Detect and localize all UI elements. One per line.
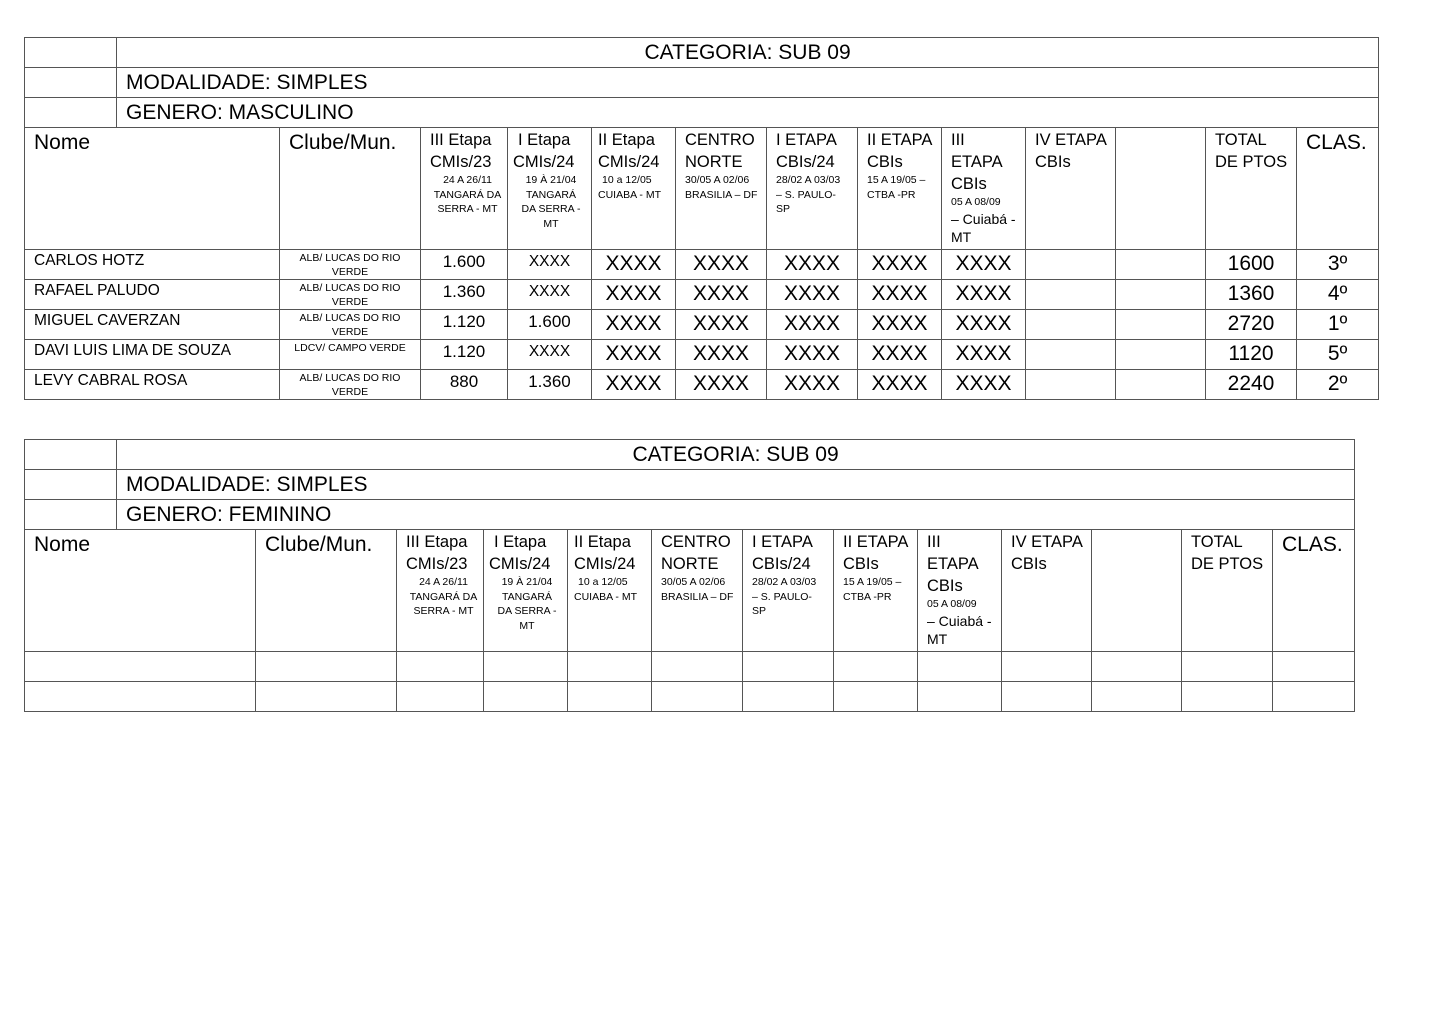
col-clas: CLAS. [1297, 128, 1379, 250]
pts-iv-cbis [1026, 310, 1116, 340]
pts-total [1182, 652, 1273, 682]
modalidade-label: MODALIDADE: SIMPLES [117, 68, 1379, 98]
pts-iv-cbis [1002, 652, 1092, 682]
pts-ii-cbis: XXXX [858, 310, 942, 340]
athlete-name [25, 682, 256, 712]
pts-ii-cbis: XXXX [858, 370, 942, 400]
categoria-title: CATEGORIA: SUB 09 [117, 38, 1379, 68]
col-i-etapa-cmis: I Etapa CMIs/24 19 À 21/04 TANGARÁ DA SERRA - MT [508, 128, 592, 250]
pts-ii-cmis: XXXX [592, 370, 676, 400]
pts-ii-cmis: XXXX [592, 250, 676, 280]
genero-label: GENERO: FEMININO [117, 500, 1355, 530]
col-centro-norte: CENTRO NORTE 30/05 A 02/06 BRASILIA – DF [652, 530, 743, 652]
pts-iii-cmis: 1.120 [421, 310, 508, 340]
classificacao: 2º [1297, 370, 1379, 400]
pts-centro-norte: XXXX [676, 250, 767, 280]
pts-i-cmis [484, 682, 568, 712]
pts-i-cbis: XXXX [767, 280, 858, 310]
col-nome: Nome [25, 128, 280, 250]
pts-iii-cmis [397, 682, 484, 712]
athlete-name: MIGUEL CAVERZAN [25, 310, 280, 340]
pts-ii-cbis: XXXX [858, 340, 942, 370]
col-i-etapa-cmis: I Etapa CMIs/24 19 À 21/04 TANGARÁ DA SERRA - MT [484, 530, 568, 652]
pts-ii-cbis [834, 652, 918, 682]
pts-total: 1600 [1206, 250, 1297, 280]
pts-total: 2720 [1206, 310, 1297, 340]
blank-corner [25, 68, 117, 98]
col-iv-etapa-cbis: IV ETAPA CBIs [1026, 128, 1116, 250]
classificacao: 3º [1297, 250, 1379, 280]
pts-iii-cbis: XXXX [942, 310, 1026, 340]
pts-ii-cbis: XXXX [858, 250, 942, 280]
blank-corner [25, 98, 117, 128]
pts-i-cmis: 1.360 [508, 370, 592, 400]
col-iii-etapa-cmis: III Etapa CMIs/23 24 A 26/11 TANGARÁ DA SERRA - MT [397, 530, 484, 652]
col-clube: Clube/Mun. [256, 530, 397, 652]
blank-corner [25, 500, 117, 530]
pts-iii-cbis [918, 652, 1002, 682]
pts-total [1182, 682, 1273, 712]
col-centro-norte: CENTRO NORTE 30/05 A 02/06 BRASILIA – DF [676, 128, 767, 250]
col-nome: Nome [25, 530, 256, 652]
pts-centro-norte: XXXX [676, 370, 767, 400]
pts-centro-norte [652, 682, 743, 712]
pts-total: 1360 [1206, 280, 1297, 310]
classificacao [1273, 652, 1355, 682]
pts-ii-cmis: XXXX [592, 280, 676, 310]
column-header-row [25, 530, 1355, 652]
pts-i-cmis: XXXX [508, 280, 592, 310]
pts-iii-cbis: XXXX [942, 250, 1026, 280]
pts-i-cmis: 1.600 [508, 310, 592, 340]
pts-extra [1116, 310, 1206, 340]
athlete-club [256, 652, 397, 682]
pts-i-cbis: XXXX [767, 250, 858, 280]
pts-iii-cbis: XXXX [942, 280, 1026, 310]
pts-ii-cmis: XXXX [592, 340, 676, 370]
blank-corner [25, 470, 117, 500]
pts-i-cbis: XXXX [767, 340, 858, 370]
table-row [25, 250, 1379, 280]
pts-i-cbis [743, 652, 834, 682]
ranking-table-masculino [24, 37, 1379, 400]
ranking-table-feminino [24, 439, 1355, 712]
blank-corner [25, 440, 117, 470]
pts-iii-cbis [918, 682, 1002, 712]
classificacao: 5º [1297, 340, 1379, 370]
pts-ii-cmis: XXXX [592, 310, 676, 340]
pts-extra [1116, 250, 1206, 280]
table-row [25, 370, 1379, 400]
classificacao: 1º [1297, 310, 1379, 340]
column-header-row [25, 128, 1379, 250]
pts-iv-cbis [1026, 370, 1116, 400]
pts-iii-cmis: 880 [421, 370, 508, 400]
table-row [25, 280, 1379, 310]
table-row [25, 310, 1379, 340]
col-total-pontos: TOTAL DE PTOS [1182, 530, 1273, 652]
pts-total: 2240 [1206, 370, 1297, 400]
pts-centro-norte: XXXX [676, 340, 767, 370]
pts-iv-cbis [1026, 340, 1116, 370]
athlete-name: LEVY CABRAL ROSA [25, 370, 280, 400]
col-ii-etapa-cbis: II ETAPA CBIs 15 A 19/05 – CTBA -PR [834, 530, 918, 652]
pts-centro-norte: XXXX [676, 310, 767, 340]
col-ii-etapa-cbis: II ETAPA CBIs 15 A 19/05 – CTBA -PR [858, 128, 942, 250]
pts-i-cmis: XXXX [508, 250, 592, 280]
col-blank [1092, 530, 1182, 652]
pts-extra [1092, 652, 1182, 682]
col-clas: CLAS. [1273, 530, 1355, 652]
col-i-etapa-cbis: I ETAPA CBIs/24 28/02 A 03/03 – S. PAULO- SP [743, 530, 834, 652]
col-clube: Clube/Mun. [280, 128, 421, 250]
pts-iii-cbis: XXXX [942, 340, 1026, 370]
pts-extra [1092, 682, 1182, 712]
pts-iii-cbis: XXXX [942, 370, 1026, 400]
pts-iii-cmis [397, 652, 484, 682]
athlete-club: ALB/ LUCAS DO RIO VERDE [280, 370, 421, 400]
athlete-club: ALB/ LUCAS DO RIO VERDE [280, 280, 421, 310]
pts-extra [1116, 280, 1206, 310]
athlete-club [256, 682, 397, 712]
pts-i-cbis [743, 682, 834, 712]
pts-i-cmis: XXXX [508, 340, 592, 370]
pts-total: 1120 [1206, 340, 1297, 370]
blank-corner [25, 38, 117, 68]
athlete-name: CARLOS HOTZ [25, 250, 280, 280]
athlete-club: ALB/ LUCAS DO RIO VERDE [280, 310, 421, 340]
col-ii-etapa-cmis: II Etapa CMIs/24 10 a 12/05 CUIABA - MT [568, 530, 652, 652]
pts-ii-cmis [568, 682, 652, 712]
pts-iv-cbis [1026, 280, 1116, 310]
table-row [25, 340, 1379, 370]
table-row [25, 682, 1355, 712]
col-ii-etapa-cmis: II Etapa CMIs/24 10 a 12/05 CUIABA - MT [592, 128, 676, 250]
classificacao [1273, 682, 1355, 712]
pts-iii-cmis: 1.600 [421, 250, 508, 280]
pts-i-cbis: XXXX [767, 310, 858, 340]
pts-iii-cmis: 1.120 [421, 340, 508, 370]
col-iii-etapa-cbis: III ETAPA CBIs 05 A 08/09 – Cuiabá - MT [918, 530, 1002, 652]
col-iii-etapa-cbis: III ETAPA CBIs 05 A 08/09 – Cuiabá - MT [942, 128, 1026, 250]
pts-centro-norte [652, 652, 743, 682]
table-row [25, 652, 1355, 682]
genero-label: GENERO: MASCULINO [117, 98, 1379, 128]
pts-iii-cmis: 1.360 [421, 280, 508, 310]
pts-extra [1116, 370, 1206, 400]
athlete-name: RAFAEL PALUDO [25, 280, 280, 310]
pts-centro-norte: XXXX [676, 280, 767, 310]
pts-ii-cbis: XXXX [858, 280, 942, 310]
col-blank [1116, 128, 1206, 250]
pts-extra [1116, 340, 1206, 370]
categoria-title: CATEGORIA: SUB 09 [117, 440, 1355, 470]
classificacao: 4º [1297, 280, 1379, 310]
athlete-name: DAVI LUIS LIMA DE SOUZA [25, 340, 280, 370]
pts-ii-cmis [568, 652, 652, 682]
athlete-name [25, 652, 256, 682]
athlete-club: LDCV/ CAMPO VERDE [280, 340, 421, 370]
pts-iv-cbis [1002, 682, 1092, 712]
athlete-club: ALB/ LUCAS DO RIO VERDE [280, 250, 421, 280]
pts-ii-cbis [834, 682, 918, 712]
col-iv-etapa-cbis: IV ETAPA CBIs [1002, 530, 1092, 652]
col-total-pontos: TOTAL DE PTOS [1206, 128, 1297, 250]
pts-iv-cbis [1026, 250, 1116, 280]
pts-i-cbis: XXXX [767, 370, 858, 400]
modalidade-label: MODALIDADE: SIMPLES [117, 470, 1355, 500]
pts-i-cmis [484, 652, 568, 682]
col-iii-etapa-cmis: III Etapa CMIs/23 24 A 26/11 TANGARÁ DA SERRA - MT [421, 128, 508, 250]
col-i-etapa-cbis: I ETAPA CBIs/24 28/02 A 03/03 – S. PAULO- SP [767, 128, 858, 250]
